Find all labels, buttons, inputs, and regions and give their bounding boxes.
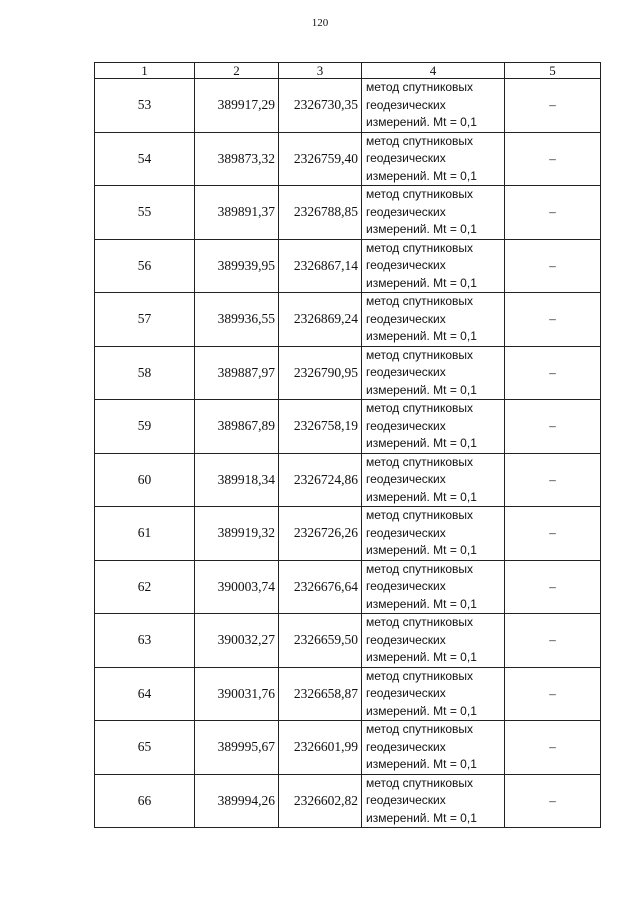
table-row xyxy=(95,132,601,186)
y-coordinate-cell: 2326759,40 xyxy=(279,132,362,186)
x-coordinate-cell: 390032,27 xyxy=(195,614,279,668)
point-number-cell: 62 xyxy=(95,560,195,614)
method-line: геодезических xyxy=(366,311,446,326)
method-line: метод спутниковых xyxy=(366,615,474,629)
y-coordinate-cell: 2326659,50 xyxy=(279,614,362,668)
method-line: геодезических xyxy=(366,632,446,647)
point-number-cell: 54 xyxy=(95,132,195,186)
table-row xyxy=(95,293,601,347)
column-5-cell: – xyxy=(505,79,601,133)
table-row xyxy=(95,79,601,133)
method-line: геодезических xyxy=(366,739,446,754)
column-5-cell: – xyxy=(505,667,601,721)
x-coordinate-cell: 389867,89 xyxy=(195,400,279,454)
table-row xyxy=(95,507,601,561)
method-line: измерений. Mt = 0,1 xyxy=(366,168,477,183)
method-cell xyxy=(362,721,505,775)
method-line: измерений. Mt = 0,1 xyxy=(366,382,477,397)
header-col-3: 3 xyxy=(279,63,362,79)
method-line: геодезических xyxy=(366,204,446,219)
column-5-cell: – xyxy=(505,453,601,507)
method-line: измерений. Mt = 0,1 xyxy=(366,650,477,664)
method-cell xyxy=(362,79,505,133)
x-coordinate-cell: 390031,76 xyxy=(195,667,279,721)
method-line: метод спутниковых xyxy=(366,187,474,201)
column-5-cell: – xyxy=(505,132,601,186)
method-line: метод спутниковых xyxy=(366,561,474,576)
point-number-cell: 65 xyxy=(95,721,195,775)
x-coordinate-cell: 389891,37 xyxy=(195,186,279,240)
y-coordinate-cell: 2326869,24 xyxy=(279,293,362,347)
method-cell xyxy=(362,346,505,400)
page-number: 120 xyxy=(311,17,329,29)
y-coordinate-cell: 2326730,35 xyxy=(279,79,362,133)
table-row xyxy=(95,400,601,454)
method-cell xyxy=(362,453,505,507)
point-number-cell: 56 xyxy=(95,239,195,293)
column-5-cell: – xyxy=(505,186,601,240)
method-cell xyxy=(362,400,505,454)
method-line: метод спутниковых xyxy=(366,133,474,148)
method-cell xyxy=(362,293,505,347)
x-coordinate-cell: 389917,29 xyxy=(195,79,279,133)
table-row xyxy=(95,560,601,614)
method-line: метод спутниковых xyxy=(366,454,474,469)
y-coordinate-cell: 2326726,26 xyxy=(279,507,362,561)
method-cell xyxy=(362,239,505,293)
method-line: метод спутниковых xyxy=(366,775,474,790)
point-number-cell: 66 xyxy=(95,774,195,828)
method-cell xyxy=(362,774,505,828)
column-5-cell: – xyxy=(505,560,601,614)
method-line: метод спутниковых xyxy=(366,508,474,522)
method-line: измерений. Mt = 0,1 xyxy=(366,275,477,290)
x-coordinate-cell: 390003,74 xyxy=(195,560,279,614)
method-line: геодезических xyxy=(366,472,446,486)
method-line: геодезических xyxy=(366,418,446,433)
method-line: измерений. Mt = 0,1 xyxy=(366,757,477,771)
method-line: геодезических xyxy=(366,793,446,807)
method-line: метод спутниковых xyxy=(366,294,474,308)
table-row xyxy=(95,186,601,240)
point-number-cell: 60 xyxy=(95,453,195,507)
method-line: измерений. Mt = 0,1 xyxy=(366,703,477,718)
y-coordinate-cell: 2326724,86 xyxy=(279,453,362,507)
method-line: метод спутниковых xyxy=(366,668,474,683)
method-line: геодезических xyxy=(366,686,446,700)
y-coordinate-cell: 2326602,82 xyxy=(279,774,362,828)
method-line: геодезических xyxy=(366,151,446,165)
table-row xyxy=(95,239,601,293)
y-coordinate-cell: 2326758,19 xyxy=(279,400,362,454)
method-line: измерений. Mt = 0,1 xyxy=(366,810,477,825)
point-number-cell: 63 xyxy=(95,614,195,668)
point-number-cell: 61 xyxy=(95,507,195,561)
table-row xyxy=(95,667,601,721)
header-col-5: 5 xyxy=(505,63,601,79)
method-cell xyxy=(362,667,505,721)
column-5-cell: – xyxy=(505,400,601,454)
y-coordinate-cell: 2326867,14 xyxy=(279,239,362,293)
y-coordinate-cell: 2326788,85 xyxy=(279,186,362,240)
table-row xyxy=(95,453,601,507)
point-number-cell: 59 xyxy=(95,400,195,454)
coordinates-table xyxy=(94,62,601,828)
method-cell xyxy=(362,186,505,240)
method-line: метод спутниковых xyxy=(366,240,474,255)
table-row xyxy=(95,774,601,828)
table-row xyxy=(95,614,601,668)
method-line: измерений. Mt = 0,1 xyxy=(366,436,477,450)
x-coordinate-cell: 389994,26 xyxy=(195,774,279,828)
method-line: геодезических xyxy=(366,365,446,379)
table-row xyxy=(95,721,601,775)
column-5-cell: – xyxy=(505,239,601,293)
x-coordinate-cell: 389887,97 xyxy=(195,346,279,400)
header-col-1: 1 xyxy=(95,63,195,79)
y-coordinate-cell: 2326790,95 xyxy=(279,346,362,400)
point-number-cell: 55 xyxy=(95,186,195,240)
y-coordinate-cell: 2326658,87 xyxy=(279,667,362,721)
header-row xyxy=(95,63,601,79)
method-line: метод спутниковых xyxy=(366,347,474,362)
method-line: геодезических xyxy=(366,525,446,540)
column-5-cell: – xyxy=(505,774,601,828)
header-col-4: 4 xyxy=(362,63,505,79)
method-line: измерений. Mt = 0,1 xyxy=(366,543,477,557)
method-cell xyxy=(362,560,505,614)
method-line: геодезических xyxy=(366,258,446,272)
x-coordinate-cell: 389995,67 xyxy=(195,721,279,775)
x-coordinate-cell: 389919,32 xyxy=(195,507,279,561)
x-coordinate-cell: 389873,32 xyxy=(195,132,279,186)
table-body xyxy=(95,79,601,828)
method-cell xyxy=(362,507,505,561)
column-5-cell: – xyxy=(505,293,601,347)
column-5-cell: – xyxy=(505,614,601,668)
x-coordinate-cell: 389918,34 xyxy=(195,453,279,507)
point-number-cell: 53 xyxy=(95,79,195,133)
point-number-cell: 58 xyxy=(95,346,195,400)
y-coordinate-cell: 2326601,99 xyxy=(279,721,362,775)
method-line: измерений. Mt = 0,1 xyxy=(366,222,477,236)
header-col-2: 2 xyxy=(195,63,279,79)
table-row xyxy=(95,346,601,400)
y-coordinate-cell: 2326676,64 xyxy=(279,560,362,614)
method-line: метод спутниковых xyxy=(366,80,474,94)
point-number-cell: 64 xyxy=(95,667,195,721)
method-line: геодезических xyxy=(366,97,446,112)
method-line: метод спутниковых xyxy=(366,401,474,415)
x-coordinate-cell: 389939,95 xyxy=(195,239,279,293)
method-line: геодезических xyxy=(366,579,446,593)
method-line: измерений. Mt = 0,1 xyxy=(366,329,477,343)
method-line: измерений. Mt = 0,1 xyxy=(366,489,477,504)
x-coordinate-cell: 389936,55 xyxy=(195,293,279,347)
column-5-cell: – xyxy=(505,507,601,561)
column-5-cell: – xyxy=(505,721,601,775)
method-cell xyxy=(362,614,505,668)
point-number-cell: 57 xyxy=(95,293,195,347)
method-line: измерений. Mt = 0,1 xyxy=(366,596,477,611)
method-line: измерений. Mt = 0,1 xyxy=(366,115,477,129)
column-5-cell: – xyxy=(505,346,601,400)
method-cell xyxy=(362,132,505,186)
method-line: метод спутниковых xyxy=(366,722,474,736)
